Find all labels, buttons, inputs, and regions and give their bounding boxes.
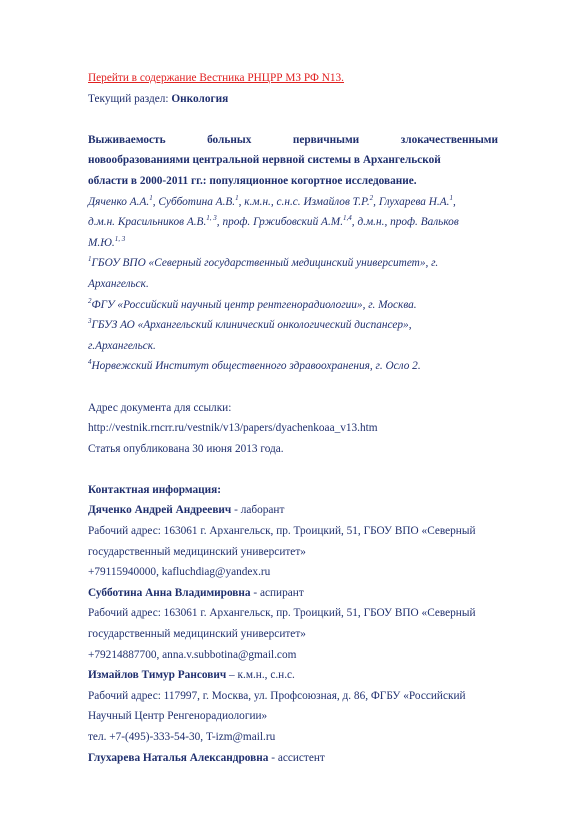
- author-name: проф. Гржибовский А.М.: [222, 216, 344, 229]
- contact-address: Рабочий адрес: 163061 г. Архангельск, пр. Троицкий, 51, ГБОУ ВПО «Северный: [88, 607, 476, 620]
- author-affiliation-sup: 1, 3: [206, 214, 217, 223]
- author-name: д.м.н., проф. Вальков: [357, 216, 459, 229]
- author-name: Глухарева Н.А.: [378, 195, 450, 208]
- title-word: первичными: [292, 133, 360, 146]
- contact-role: – к.м.н., с.н.с.: [226, 669, 295, 682]
- contact-phone-email: тел. +7-(495)-333-54-30, T-izm@mail.ru: [88, 731, 276, 743]
- contacts-heading: Контактная информация:: [88, 483, 222, 496]
- contact-person: [88, 500, 498, 521]
- address-label: Адрес документа для ссылки:: [88, 401, 232, 414]
- author-affiliation-sup: 2: [369, 193, 374, 202]
- affiliation-number: 1: [88, 255, 92, 264]
- title-word: Выживаемость: [88, 133, 166, 146]
- article-title-line-1: [88, 130, 498, 151]
- author-name: М.Ю.: [88, 236, 115, 249]
- author-name: Дяченко А.А.: [88, 195, 150, 208]
- author-affiliation-sup: 1: [149, 193, 153, 202]
- contact-address-cont: государственный медицинский университет»: [88, 545, 306, 558]
- document-url: http://vestnik.rncrr.ru/vestnik/v13/papers/dyachenkoaa_v13.htm: [88, 422, 378, 435]
- affiliation-4: [88, 356, 498, 377]
- affiliation-3-cont: г.Архангельск.: [88, 339, 156, 352]
- section-value: Онкология: [171, 92, 229, 105]
- author-affiliation-sup: 1: [235, 193, 239, 202]
- current-section: [88, 89, 498, 110]
- author-separator: ,: [216, 216, 223, 229]
- affiliation-number: 2: [88, 296, 92, 305]
- affiliation-text: Норвежский Институт общественного здравоохранения, г. Осло 2.: [91, 360, 421, 373]
- author-separator: ,: [238, 195, 245, 208]
- publication-date: Статья опубликована 30 июня 2013 года.: [88, 442, 284, 455]
- author-separator: ,: [152, 195, 159, 208]
- contact-role: - аспирант: [250, 586, 304, 599]
- affiliation-1: [88, 253, 498, 274]
- contact-person: [88, 665, 498, 686]
- affiliation-number: 3: [88, 317, 92, 326]
- affiliation-text: ГБОУ ВПО «Северный государственный медицинский университет», г.: [91, 257, 439, 270]
- contact-phone-email: +79214887700, anna.v.subbotina@gmail.com: [88, 648, 297, 661]
- author-affiliation-sup: 1, 3: [114, 234, 126, 243]
- contact-person: [88, 583, 498, 604]
- contact-role: - ассистент: [268, 751, 325, 764]
- authors-line-2: [88, 212, 498, 233]
- contact-role: - лаборант: [231, 504, 285, 517]
- contact-name: Дяченко Андрей Андреевич: [88, 504, 232, 517]
- article-title-line-3: области в 2000-2011 гг.: популяционное когортное исследование.: [88, 174, 417, 187]
- contact-name: Глухарева Наталья Александровна: [88, 751, 269, 764]
- author-separator: ,: [373, 195, 379, 208]
- affiliation-text: ФГУ «Российский научный центр рентгенорадиологии», г. Москва.: [91, 298, 417, 311]
- contact-address: Рабочий адрес: 163061 г. Архангельск, пр. Троицкий, 51, ГБОУ ВПО «Северный: [88, 525, 476, 538]
- authors-line-1: [88, 192, 498, 213]
- authors-line-3: [88, 233, 498, 254]
- section-label: Текущий раздел:: [88, 92, 169, 105]
- title-word: злокачественными: [400, 133, 498, 146]
- contact-phone-email: +79115940000, kafluchdiag@yandex.ru: [88, 566, 271, 579]
- contact-address: Рабочий адрес: 117997, г. Москва, ул. Профсоюзная, д. 86, ФГБУ «Российский: [88, 689, 466, 702]
- author-separator: ,: [452, 195, 456, 208]
- author-affiliation-sup: 1: [449, 193, 453, 202]
- affiliation-text: ГБУЗ АО «Архангельский клинический онкологический диспансер»,: [91, 319, 412, 332]
- contact-address-cont: Научный Центр Ренгенорадиологии»: [88, 710, 268, 723]
- contact-name: Субботина Анна Владимировна: [88, 586, 251, 599]
- article-title-line-2: новообразованиями центральной нервной системы в Архангельской: [88, 154, 441, 167]
- author-name: д.м.н. Красильников А.В.: [88, 216, 207, 229]
- affiliation-2: [88, 295, 498, 316]
- author-affiliation-sup: 1,4: [343, 214, 352, 223]
- affiliation-number: 4: [88, 358, 92, 367]
- article-content: [88, 68, 498, 768]
- author-separator: ,: [351, 216, 358, 229]
- contents-link[interactable]: Перейти в содержание Вестника РНЦРР МЗ РФ N13.: [88, 72, 345, 84]
- contact-person: [88, 748, 498, 769]
- author-name: к.м.н., с.н.с. Измайлов Т.Р.: [244, 195, 370, 208]
- affiliation-3: [88, 315, 498, 336]
- author-name: Субботина А.В.: [158, 195, 236, 208]
- contact-address-cont: государственный медицинский университет»: [88, 628, 306, 641]
- title-word: больных: [207, 133, 252, 146]
- affiliation-1-cont: Архангельск.: [88, 277, 149, 290]
- contact-name: Измайлов Тимур Рансович: [88, 669, 227, 682]
